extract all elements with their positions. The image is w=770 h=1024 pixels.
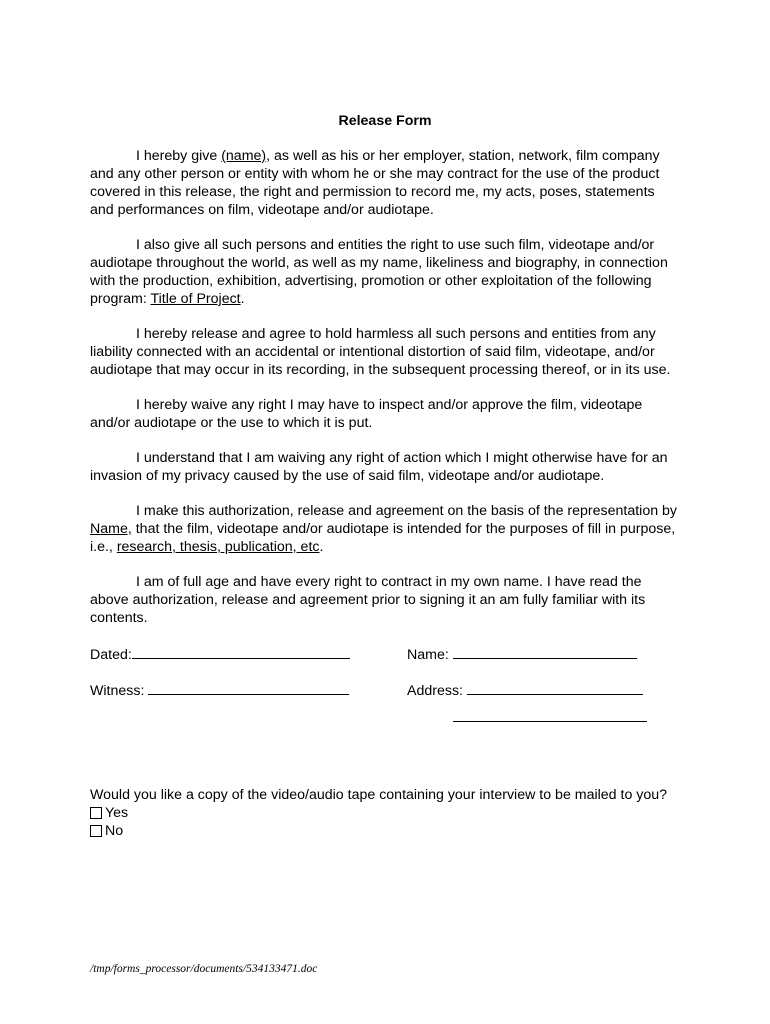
paragraph-privacy: I understand that I am waiving any right of action which I might otherwise have for an invasion of my privacy caused by the use of said film, videotape and/or audiotape. [90,450,668,484]
representative-name-placeholder: Name, [90,521,132,537]
p2-text-a: I also give all such persons and entities the right to use such film, videotape and/or audiotape throughout the world, as well as my name, likeliness and biography, in connection with the production, exhibition, advertising, promotion or other exploitation of the following program: [90,237,668,307]
paragraph-release: I hereby release and agree to hold harmless all such persons and entities from any liability connected with an accidental or intentional distortion of said film, videotape, and/or audiotape that may occur in its recording, in the subsequent processing thereof, or in its use. [90,326,671,378]
signature-row-2 [90,680,680,716]
p1-text-b: , as well as his or her employer, station, network, film company and any other person or entity with whom he or she may contract for the use of the product covered in this release, the right and permission to record me, my acts, poses, statements and performances on film, videotape and/or audiotape. [90,148,660,218]
address-field [407,680,643,700]
p6-text-b: that the film, videotape and/or audiotape is intended for the purposes of fill in purpose, i.e., [90,521,676,555]
dated-line[interactable] [132,644,350,659]
option-yes-label: Yes [105,805,129,821]
name-label: Name: [407,647,453,663]
signature-row-1 [90,644,680,680]
document-title: Release Form [338,113,432,129]
dated-label: Dated: [90,647,132,663]
dated-field [90,644,350,664]
paragraph-grant [90,147,680,219]
paragraph-authorization [90,502,680,556]
p2-text-b: . [240,291,245,307]
address-line-2[interactable] [453,720,647,722]
participant-name-placeholder: (name) [221,148,267,164]
p1-text-a: I hereby give [136,148,222,164]
copy-question: Would you like a copy of the video/audio tape containing your interview to be mailed to you? [90,787,668,803]
purpose-placeholder: research, thesis, publication, etc [116,539,320,555]
address-line[interactable] [467,680,643,695]
name-line[interactable] [453,644,637,659]
address-label: Address: [407,683,467,699]
paragraph-age: I am of full age and have every right to contract in my own name. I have read the above authorization, release and agreement prior to signing it an am fully familiar with its contents. [90,574,646,626]
checkbox-no[interactable] [90,825,102,837]
file-path-footer: /tmp/forms_processor/documents/534133471.doc [90,963,318,975]
address-continuation [90,716,680,786]
witness-line[interactable] [148,680,349,695]
p6-text-c: . [319,539,324,555]
paragraph-usage [90,236,680,308]
document-page [90,112,680,840]
option-no-label: No [105,823,124,839]
p6-text-a: I make this authorization, release and agreement on the basis of the representation by [136,503,678,519]
witness-field [90,680,349,700]
option-no[interactable] [90,822,680,840]
witness-label: Witness: [90,683,149,699]
checkbox-yes[interactable] [90,807,102,819]
option-yes[interactable] [90,804,680,822]
name-field [407,644,637,664]
paragraph-waive: I hereby waive any right I may have to inspect and/or approve the film, videotape and/or audiotape or the use to which it is put. [90,397,643,431]
project-title-placeholder: Title of Project [150,291,241,307]
